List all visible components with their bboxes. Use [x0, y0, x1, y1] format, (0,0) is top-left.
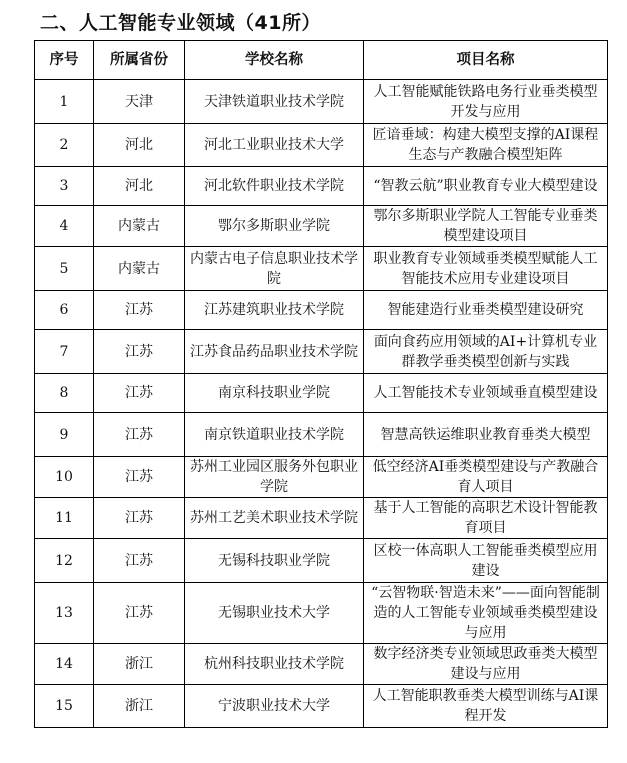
cell-project: 匠谙垂域：构建大模型支撑的AI课程生态与产教融合模型矩阵 [364, 124, 608, 167]
cell-province: 浙江 [94, 644, 185, 685]
cell-project: 人工智能赋能铁路电务行业垂类模型开发与应用 [364, 80, 608, 124]
table-row [35, 291, 608, 330]
cell-province: 浙江 [94, 685, 185, 728]
cell-province: 江苏 [94, 330, 185, 374]
cell-no: 12 [35, 539, 94, 583]
cell-no: 8 [35, 374, 94, 413]
cell-project: 低空经济AI垂类模型建设与产教融合育人项目 [364, 457, 608, 498]
cell-school: 河北工业职业技术大学 [185, 124, 364, 167]
cell-province: 江苏 [94, 413, 185, 457]
table-row [35, 498, 608, 539]
table-row [35, 685, 608, 728]
school-project-table [34, 40, 608, 728]
cell-province: 河北 [94, 167, 185, 206]
table-row [35, 124, 608, 167]
cell-project: 智能建造行业垂类模型建设研究 [364, 291, 608, 330]
cell-school: 江苏建筑职业技术学院 [185, 291, 364, 330]
cell-school: 无锡科技职业学院 [185, 539, 364, 583]
cell-no: 2 [35, 124, 94, 167]
cell-school: 无锡职业技术大学 [185, 583, 364, 644]
cell-project: 基于人工智能的高职艺术设计智能教育项目 [364, 498, 608, 539]
cell-school: 杭州科技职业技术学院 [185, 644, 364, 685]
column-header-no: 序号 [35, 41, 94, 80]
cell-no: 3 [35, 167, 94, 206]
table-row [35, 374, 608, 413]
cell-school: 河北软件职业技术学院 [185, 167, 364, 206]
cell-school: 苏州工艺美术职业技术学院 [185, 498, 364, 539]
cell-province: 内蒙古 [94, 247, 185, 291]
column-header-province: 所属省份 [94, 41, 185, 80]
cell-project: “智教云航”职业教育专业大模型建设 [364, 167, 608, 206]
cell-no: 6 [35, 291, 94, 330]
cell-no: 11 [35, 498, 94, 539]
cell-no: 1 [35, 80, 94, 124]
cell-project: “云智物联·智造未来”——面向智能制造的人工智能专业领域垂类模型建设与应用 [364, 583, 608, 644]
cell-no: 7 [35, 330, 94, 374]
cell-school: 内蒙古电子信息职业技术学院 [185, 247, 364, 291]
cell-province: 内蒙古 [94, 206, 185, 247]
cell-province: 江苏 [94, 498, 185, 539]
table-row [35, 644, 608, 685]
cell-province: 江苏 [94, 457, 185, 498]
table-row [35, 330, 608, 374]
section-heading: 二、人工智能专业领域（41所） [40, 12, 321, 34]
cell-project: 区校一体高职人工智能垂类模型应用建设 [364, 539, 608, 583]
table-row [35, 167, 608, 206]
cell-school: 南京科技职业学院 [185, 374, 364, 413]
table-header-row [35, 41, 608, 80]
cell-province: 江苏 [94, 583, 185, 644]
cell-province: 江苏 [94, 539, 185, 583]
cell-province: 河北 [94, 124, 185, 167]
column-header-project: 项目名称 [364, 41, 608, 80]
cell-no: 15 [35, 685, 94, 728]
cell-project: 智慧高铁运维职业教育垂类大模型 [364, 413, 608, 457]
table-row [35, 413, 608, 457]
cell-no: 14 [35, 644, 94, 685]
cell-project: 职业教育专业领域垂类模型赋能人工智能技术应用专业建设项目 [364, 247, 608, 291]
table-row [35, 583, 608, 644]
cell-province: 江苏 [94, 291, 185, 330]
cell-project: 数字经济类专业领域思政垂类大模型建设与应用 [364, 644, 608, 685]
cell-project: 人工智能技术专业领域垂直模型建设 [364, 374, 608, 413]
cell-no: 13 [35, 583, 94, 644]
cell-province: 天津 [94, 80, 185, 124]
cell-school: 南京铁道职业技术学院 [185, 413, 364, 457]
cell-project: 鄂尔多斯职业学院人工智能专业垂类模型建设项目 [364, 206, 608, 247]
cell-no: 4 [35, 206, 94, 247]
cell-school: 苏州工业园区服务外包职业学院 [185, 457, 364, 498]
cell-no: 5 [35, 247, 94, 291]
table-row [35, 206, 608, 247]
table-row [35, 247, 608, 291]
cell-school: 江苏食品药品职业技术学院 [185, 330, 364, 374]
column-header-school: 学校名称 [185, 41, 364, 80]
cell-school: 宁波职业技术大学 [185, 685, 364, 728]
table-body [35, 80, 608, 728]
cell-project: 人工智能职教垂类大模型训练与AI课程开发 [364, 685, 608, 728]
cell-school: 鄂尔多斯职业学院 [185, 206, 364, 247]
cell-school: 天津铁道职业技术学院 [185, 80, 364, 124]
cell-project: 面向食药应用领域的AI+计算机专业群教学垂类模型创新与实践 [364, 330, 608, 374]
table-row [35, 457, 608, 498]
table-row [35, 539, 608, 583]
cell-no: 9 [35, 413, 94, 457]
cell-province: 江苏 [94, 374, 185, 413]
cell-no: 10 [35, 457, 94, 498]
table-row [35, 80, 608, 124]
